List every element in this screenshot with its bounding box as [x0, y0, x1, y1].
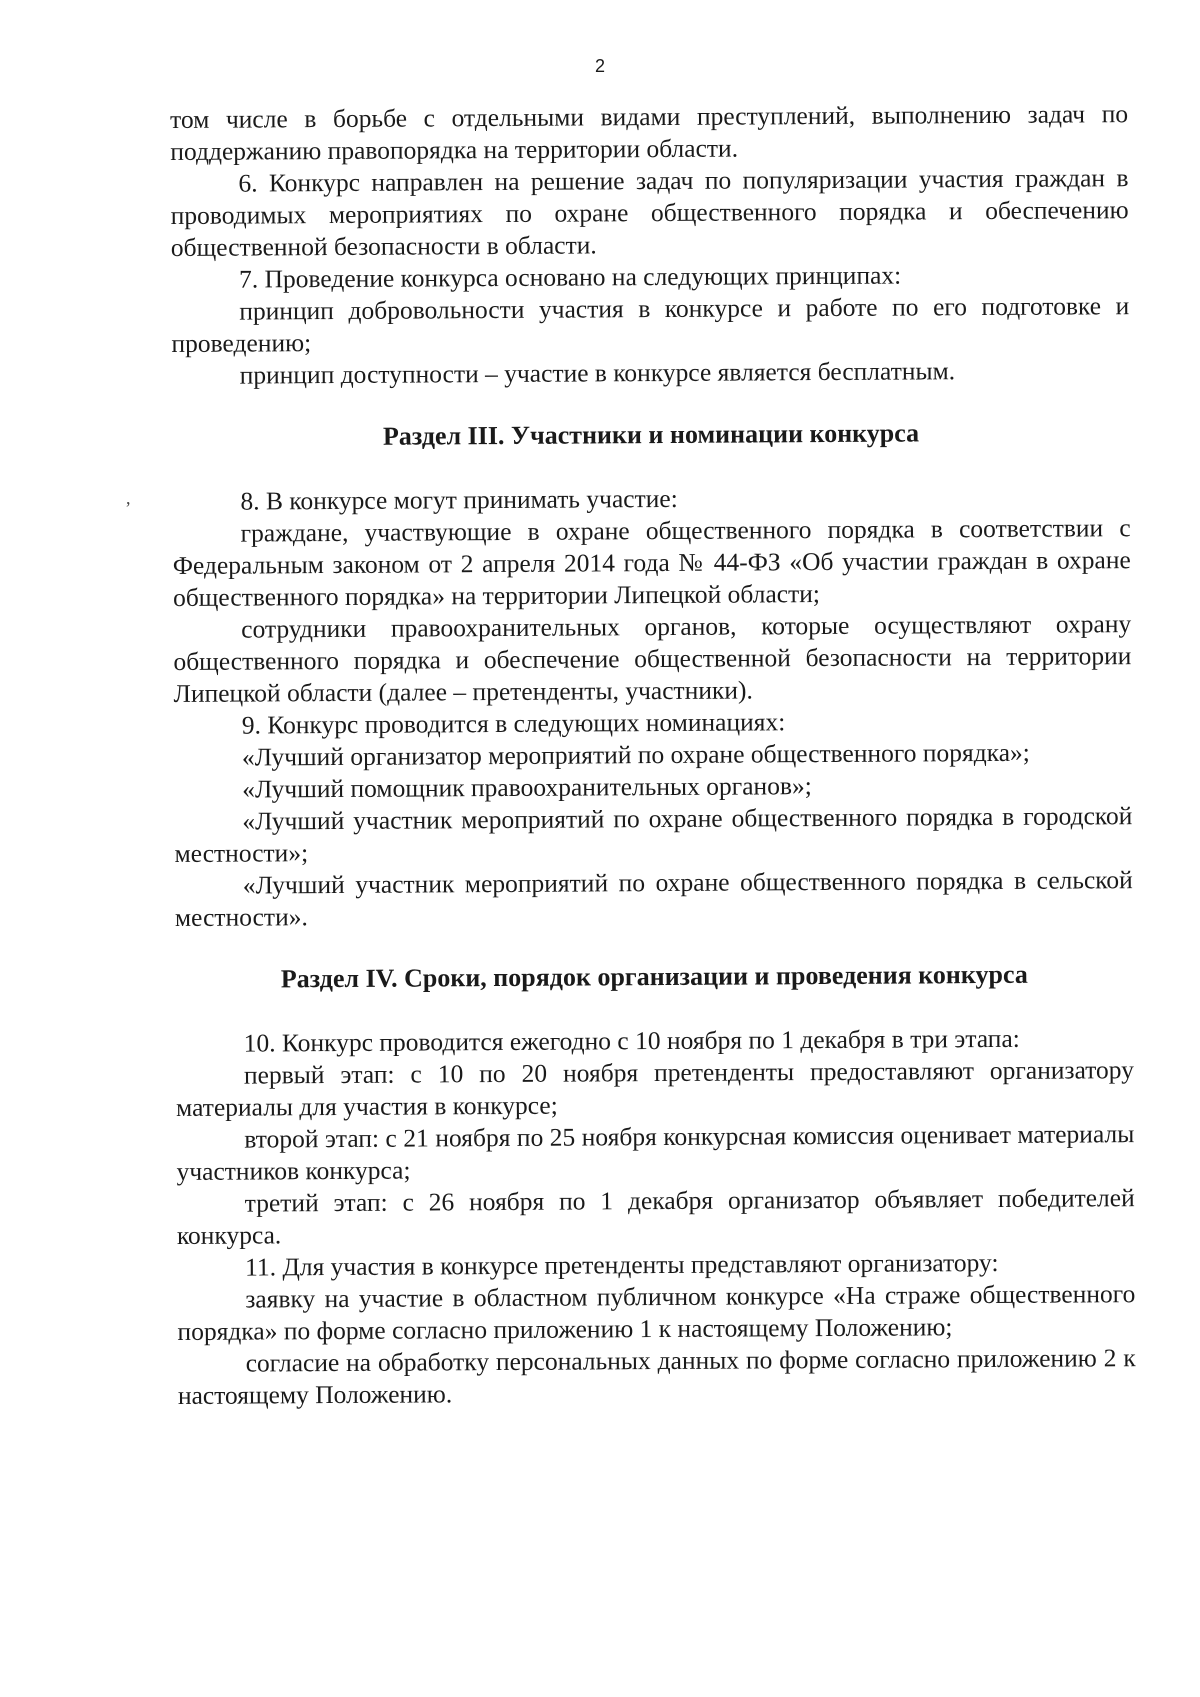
document-body — [170, 98, 1136, 1412]
paragraph-item-11: 11. Для участия в конкурсе претенденты представляют организатору: — [245, 1247, 999, 1282]
participants-citizens: граждане, участвующие в охране общественного порядка в соответствии с Федеральным законом от 2 апреля 2014 года № 44-ФЗ «Об участии граждан в охране общественного порядка» на территории Липецкой области; — [172, 513, 1131, 612]
section-3-body — [172, 480, 1133, 934]
section-3-heading: Раздел III. Участники и номинации конкурса — [382, 418, 920, 451]
document-consent: согласие на обработку персональных данных по форме согласно приложению 2 к настоящему Положению. — [177, 1343, 1136, 1410]
nomination-rural: «Лучший участник мероприятий по охране общественного порядка в сельской местности». — [174, 865, 1133, 932]
principle-voluntary: принцип добровольности участия в конкурсе и работе по его подготовке и проведению; — [171, 291, 1130, 358]
stage-third: третий этап: с 26 ноября по 1 декабря организатор объявляет победителей конкурса. — [176, 1183, 1135, 1250]
scan-artifact-mark: , — [126, 488, 131, 508]
paragraph-item-6: 6. Конкурс направлен на решение задач по популяризации участия граждан в проводимых мероприятиях по охране общественного порядка и обеспечению общественной безопасности в области. — [170, 163, 1129, 262]
section-2-continuation — [170, 98, 1130, 392]
paragraph-item-9: 9. Конкурс проводится в следующих номинациях: — [241, 707, 786, 740]
page-number: 2 — [594, 56, 605, 76]
paragraph-item-8: 8. В конкурсе могут принимать участие: — [240, 483, 678, 516]
document-application: заявку на участие в областном публичном конкурсе «На страже общественного порядка» по форме согласно приложению 1 к настоящему Положению; — [177, 1279, 1136, 1346]
stage-first: первый этап: с 10 по 20 ноября претенденты предоставляют организатору материалы для участия в конкурсе; — [176, 1055, 1135, 1122]
stage-second: второй этап: с 21 ноября по 25 ноября конкурсная комиссия оценивает материалы участников конкурса; — [176, 1119, 1135, 1186]
nomination-assistant: «Лучший помощник правоохранительных органов»; — [242, 771, 812, 804]
principle-accessibility: принцип доступности – участие в конкурсе является бесплатным. — [239, 356, 956, 390]
paragraph: том числе в борьбе с отдельными видами преступлений, выполнению задач по поддержанию правопорядка на территории области. — [170, 99, 1129, 166]
nomination-urban: «Лучший участник мероприятий по охране общественного порядка в городской местности»; — [174, 801, 1133, 868]
paragraph-item-7: 7. Проведение конкурса основано на следующих принципах: — [238, 260, 902, 294]
section-4-body — [176, 1022, 1136, 1412]
participants-officers: сотрудники правоохранительных органов, которые осуществляют охрану общественного порядка и обеспечение общественной безопасности на территории Липецкой области (далее – претенденты, участники). — [173, 609, 1132, 708]
paragraph-item-10: 10. Конкурс проводится ежегодно с 10 ноября по 1 декабря в три этапа: — [243, 1023, 1020, 1058]
section-4-heading: Раздел IV. Сроки, порядок организации и проведения конкурса — [280, 959, 1028, 994]
nomination-organizer: «Лучший организатор мероприятий по охране общественного порядка»; — [241, 737, 1030, 772]
